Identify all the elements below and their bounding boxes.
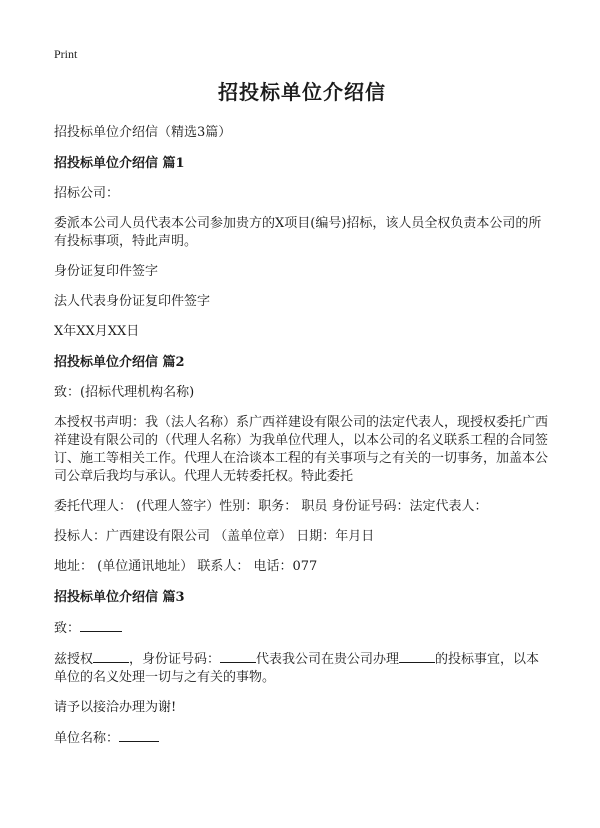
- section-1-paragraph: 身份证复印件签字: [54, 264, 159, 279]
- section-1-heading: 招投标单位介绍信 篇1: [54, 156, 185, 171]
- print-label: Print: [54, 47, 78, 61]
- blank-line: [220, 650, 256, 663]
- blank-line: [399, 650, 435, 663]
- unit-label: 单位名称：: [54, 731, 120, 746]
- section-1-paragraph: 委派本公司人员代表本公司参加贵方的X项目(编号)招标，该人员全权负责本公司的所有投标事项，特此声明。: [54, 216, 542, 249]
- section-3-to-line: [54, 619, 550, 638]
- to-label: 致：: [54, 621, 81, 636]
- section-3-heading: 招投标单位介绍信 篇3: [54, 590, 185, 605]
- section-1-date: X年XX月XX日: [54, 324, 140, 339]
- section-2-paragraph: 本授权书声明：我（法人名称）系广西祥建设有限公司的法定代表人，现授权委托广西祥建设有限公司的（代理人名称）为我单位代理人，以本公司的名义联系工程的合同签订、施工等相关工作。代理人在洽谈本工程的有关事项与之有关的一切事务，加盖本公司公章后我均与承认。代理人无转委托权。特此委托: [54, 415, 549, 484]
- cert-text: 代表我公司在贵公司办理: [256, 652, 400, 667]
- blank-line: [119, 729, 159, 742]
- blank-line: [80, 619, 122, 632]
- section-1-paragraph: 招标公司：: [54, 186, 120, 201]
- section-3-thanks: 请予以接洽办理为谢!: [54, 700, 177, 715]
- section-1-paragraph: 法人代表身份证复印件签字: [54, 294, 211, 309]
- section-2-paragraph: 委托代理人： (代理人签字）性别：职务： 职员 身份证号码：法定代表人：: [54, 499, 488, 514]
- section-3-authorization: [54, 650, 550, 687]
- section-2-paragraph: 投标人：广西建设有限公司 （盖单位章） 日期：年月日: [54, 529, 375, 544]
- section-2-paragraph: 致：(招标代理机构名称): [54, 385, 195, 400]
- cert-text: ，身份证号码：: [129, 652, 221, 667]
- document-subtitle: 招投标单位介绍信（精选3篇）: [54, 125, 232, 140]
- blank-line: [93, 650, 129, 663]
- cert-text: 的投标事宜，以本单位的名义处理一切与之有关的事物。: [54, 652, 540, 685]
- cert-text: 兹授权: [54, 652, 94, 667]
- section-2-heading: 招投标单位介绍信 篇2: [54, 355, 185, 370]
- section-2-paragraph: 地址： (单位通讯地址） 联系人： 电话：077: [54, 559, 318, 574]
- document-title: 招投标单位介绍信: [218, 80, 386, 104]
- section-3-unit-line: [54, 729, 550, 748]
